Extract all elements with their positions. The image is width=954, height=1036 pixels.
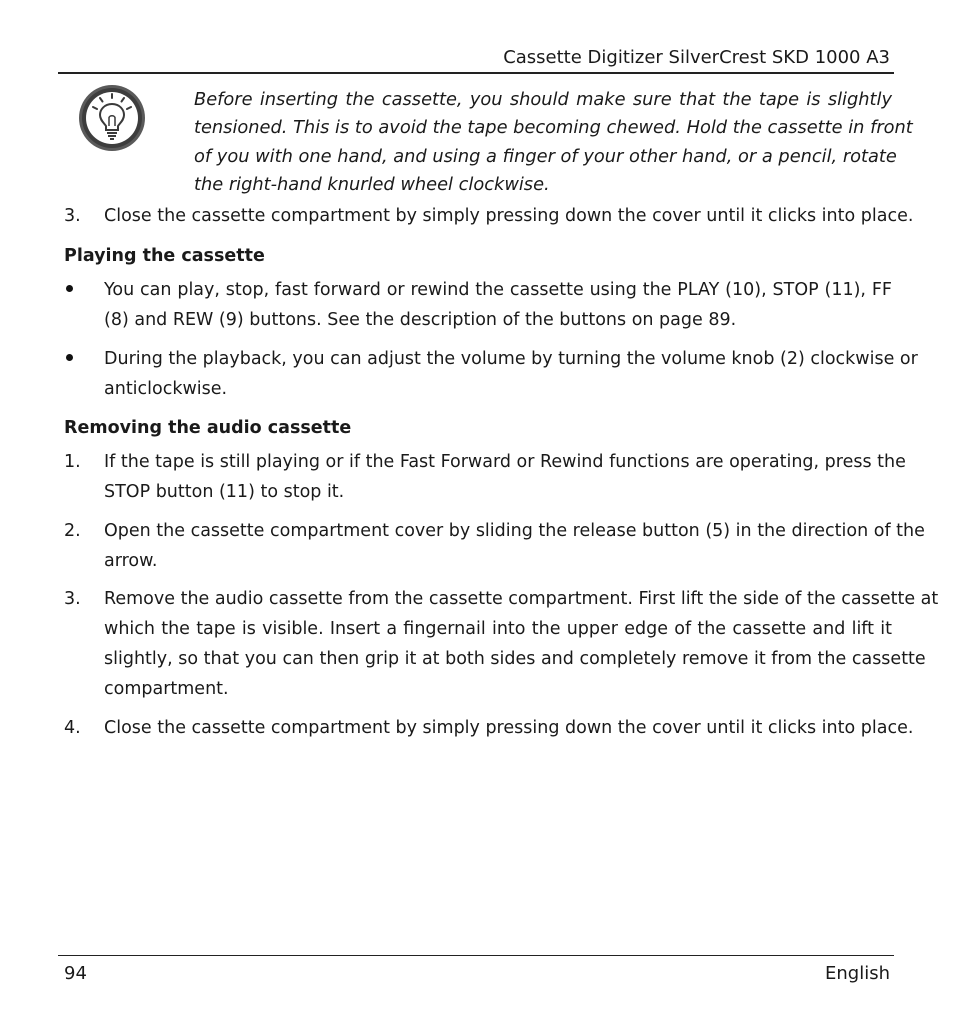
playing-bullet-2 (64, 344, 918, 404)
tip-note (194, 86, 913, 200)
remove-step-4 (64, 713, 914, 743)
footer-language: English (825, 963, 890, 984)
header-divider (58, 72, 894, 74)
section-heading-removing: Removing the audio cassette (64, 418, 352, 438)
page-number: 94 (64, 963, 87, 984)
step-number: 3. (64, 589, 81, 609)
step-text: Close the cassette compartment by simply pressing down the cover until it clicks into place. (104, 718, 914, 738)
bullet-text: anticlockwise. (104, 379, 228, 399)
step-text: STOP button (11) to stop it. (104, 482, 345, 502)
tip-line: Before inserting the cassette, you should make sure that the tape is slightly (194, 89, 892, 110)
footer-divider (58, 955, 894, 956)
section-heading-playing: Playing the cassette (64, 246, 265, 266)
step-text: compartment. (104, 679, 229, 699)
lightbulb-icon (76, 82, 148, 154)
step-text: which the tape is visible. Insert a fingernail into the upper edge of the cassette and lift it (104, 619, 892, 639)
tip-line: tensioned. This is to avoid the tape becoming chewed. Hold the cassette in front (194, 117, 913, 139)
remove-step-3 (64, 584, 939, 704)
step-text: Remove the audio cassette from the cassette compartment. First lift the side of the cassette at (104, 589, 939, 609)
bullet-text: (8) and REW (9) buttons. See the description of the buttons on page 89. (104, 310, 737, 330)
step-text: arrow. (104, 551, 158, 571)
step-text: If the tape is still playing or if the Fast Forward or Rewind functions are operating, press the (104, 452, 906, 472)
step-number: 1. (64, 452, 81, 472)
playing-bullet-1 (64, 275, 892, 335)
tip-line: the right-hand knurled wheel clockwise. (194, 174, 550, 196)
step-number: 4. (64, 718, 81, 738)
bullet-marker (64, 275, 94, 305)
step-number: 2. (64, 521, 81, 541)
remove-step-1 (64, 447, 906, 507)
bullet-text: During the playback, you can adjust the volume by turning the volume knob (2) clockwise or (104, 349, 918, 369)
step-text: Open the cassette compartment cover by sliding the release button (5) in the direction of the (104, 521, 925, 541)
page-header-title: Cassette Digitizer SilverCrest SKD 1000 A3 (503, 47, 890, 68)
insert-step-3 (64, 201, 914, 231)
step-number: 3. (64, 206, 81, 226)
step-text: Close the cassette compartment by simply pressing down the cover until it clicks into place. (104, 206, 914, 226)
step-text: slightly, so that you can then grip it at both sides and completely remove it from the cassette (104, 649, 926, 669)
bullet-text: You can play, stop, fast forward or rewind the cassette using the PLAY (10), STOP (11), FF (104, 280, 892, 300)
remove-step-2 (64, 516, 925, 576)
bullet-marker (64, 344, 94, 374)
tip-line: of you with one hand, and using a finger of your other hand, or a pencil, rotate (194, 145, 897, 167)
